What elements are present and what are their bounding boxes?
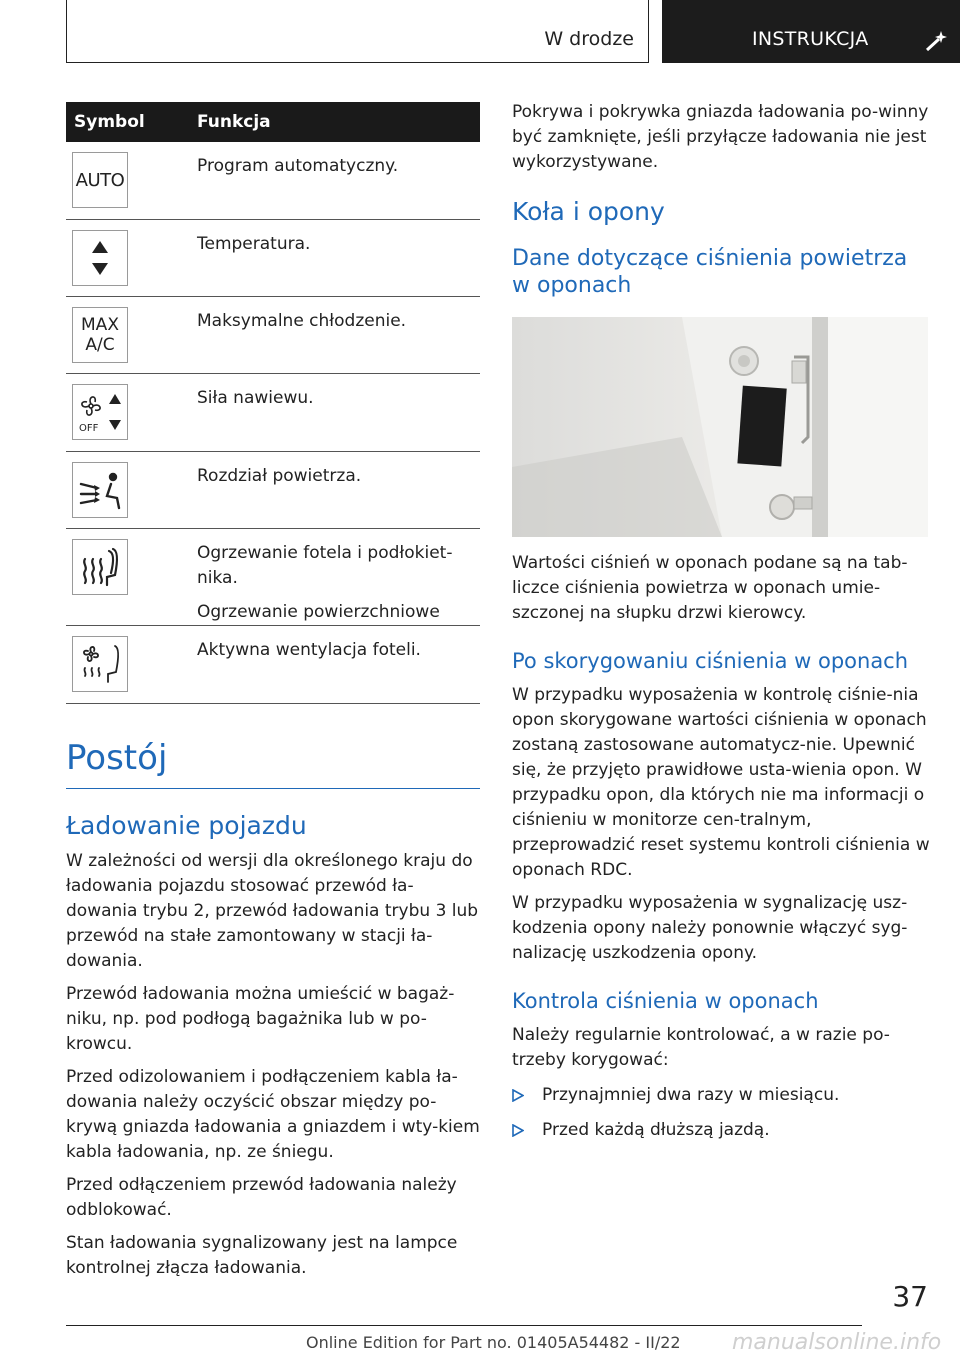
subheading-tire-pressure-data: Dane dotyczące ciśnienia powietrza w oponach bbox=[512, 246, 908, 298]
paragraph: Przewód ładowania można umieścić w bagaż-niku, np. pod podłogą bagażnika lub w po-krowcu. bbox=[66, 984, 455, 1054]
function-text: Temperatura. bbox=[197, 234, 311, 254]
list-item: Przynajmniej dwa razy w miesiącu. bbox=[512, 1083, 930, 1108]
paragraph: Przed odizolowaniem i podłączeniem kabla ła-dowania należy oczyścić obszar między po-krywą gniazda ładowania a gniazdem i wty-kiem kabla ładowania, np. ze śniegu. bbox=[66, 1067, 480, 1162]
fan-speed-icon bbox=[72, 384, 128, 440]
table-header bbox=[66, 102, 480, 142]
svg-text:OFF: OFF bbox=[79, 423, 99, 434]
footer-edition: Online Edition for Part no. 01405A54482 - II/22 bbox=[306, 1333, 681, 1352]
paragraph: Stan ładowania sygnalizowany jest na lampce kontrolnej złącza ładowania. bbox=[66, 1233, 458, 1278]
header-section-title: W drodze bbox=[544, 28, 634, 50]
function-text: Rozdział powietrza. bbox=[197, 466, 362, 486]
header-frame bbox=[66, 0, 649, 63]
page-number: 37 bbox=[892, 1280, 928, 1313]
table-row bbox=[66, 452, 480, 529]
list-item: Przed każdą dłuższą jazdą. bbox=[512, 1118, 930, 1143]
table-row bbox=[66, 374, 480, 452]
header-badge bbox=[662, 0, 960, 63]
subheading-wheels-tires: Koła i opony bbox=[512, 197, 665, 226]
paragraph: W przypadku wyposażenia w sygnalizację usz-kodzenia opony należy ponownie włączyć syg-nalizację uszkodzenia opony. bbox=[512, 893, 908, 963]
header-badge-label: INSTRUKCJA bbox=[752, 28, 869, 50]
function-text: Program automatyczny. bbox=[197, 156, 399, 176]
door-pillar-photo bbox=[512, 317, 928, 537]
table-row bbox=[66, 297, 480, 374]
function-text: Ogrzewanie fotela i podłokiet- nika. Ogrzewanie powierzchniowe bbox=[197, 543, 453, 622]
footer-rule bbox=[66, 1325, 862, 1326]
table-row bbox=[66, 626, 480, 704]
paragraph: W zależności od wersji dla określonego kraju do ładowania pojazdu stosować przewód ła-dowania trybu 2, przewód ładowania trybu 3 lub przewód na stałe zamontowany w stacji ła-dowania. bbox=[66, 851, 479, 971]
max-ac-icon: MAX A/C bbox=[72, 307, 128, 363]
bullet-list bbox=[512, 1083, 930, 1143]
wand-icon bbox=[924, 30, 948, 52]
paragraph: Pokrywa i pokrywka gniazda ładowania po-winny być zamknięte, jeśli przyłącze ładowania nie jest wykorzystywane. bbox=[512, 102, 929, 172]
seat-heating-icon bbox=[72, 539, 128, 595]
function-text: Siła nawiewu. bbox=[197, 388, 314, 408]
section-heading-parking: Postój bbox=[66, 738, 480, 789]
subheading-pressure-check: Kontrola ciśnienia w oponach bbox=[512, 989, 819, 1013]
photo-caption: Wartości ciśnień w oponach podane są na tab-liczce ciśnienia powietrza w oponach umie-szczonej na słupku drzwi kierowcy. bbox=[512, 553, 908, 623]
triangle-bullet-icon bbox=[512, 1089, 524, 1102]
function-text: Maksymalne chłodzenie. bbox=[197, 311, 407, 331]
function-text: Aktywna wentylacja foteli. bbox=[197, 640, 421, 660]
temperature-arrows-icon bbox=[72, 230, 128, 286]
seat-ventilation-icon bbox=[72, 636, 128, 692]
table-row bbox=[66, 220, 480, 297]
table-row bbox=[66, 529, 480, 626]
auto-icon: AUTO bbox=[72, 152, 128, 208]
table-row bbox=[66, 142, 480, 220]
air-distribution-icon bbox=[72, 462, 128, 518]
paragraph: W przypadku wyposażenia w kontrolę ciśnie-nia opon skorygowane wartości ciśnienia w oponach zostaną zastosowane automatycz-nie. Upewnić się, że przyjęto prawidłowe usta-wienia opon. W przypadku opon, dla których nie ma informacji o ciśnieniu w monitorze cen-tralnym, przeprowadzić reset systemu kontroli ciśnienia w oponach RDC. bbox=[512, 685, 930, 880]
watermark: manualsonline.info bbox=[732, 1330, 942, 1355]
subheading-charging: Ładowanie pojazdu bbox=[66, 811, 307, 840]
col-symbol-header: Symbol bbox=[74, 112, 145, 132]
right-column bbox=[512, 102, 930, 1143]
left-column bbox=[66, 102, 480, 1281]
col-function-header: Funkcja bbox=[197, 112, 271, 132]
subheading-after-correction: Po skorygowaniu ciśnienia w oponach bbox=[512, 649, 909, 673]
paragraph: Należy regularnie kontrolować, a w razie po-trzeby korygować: bbox=[512, 1025, 890, 1070]
paragraph: Przed odłączeniem przewód ładowania należy odblokować. bbox=[66, 1175, 457, 1220]
triangle-bullet-icon bbox=[512, 1124, 524, 1137]
